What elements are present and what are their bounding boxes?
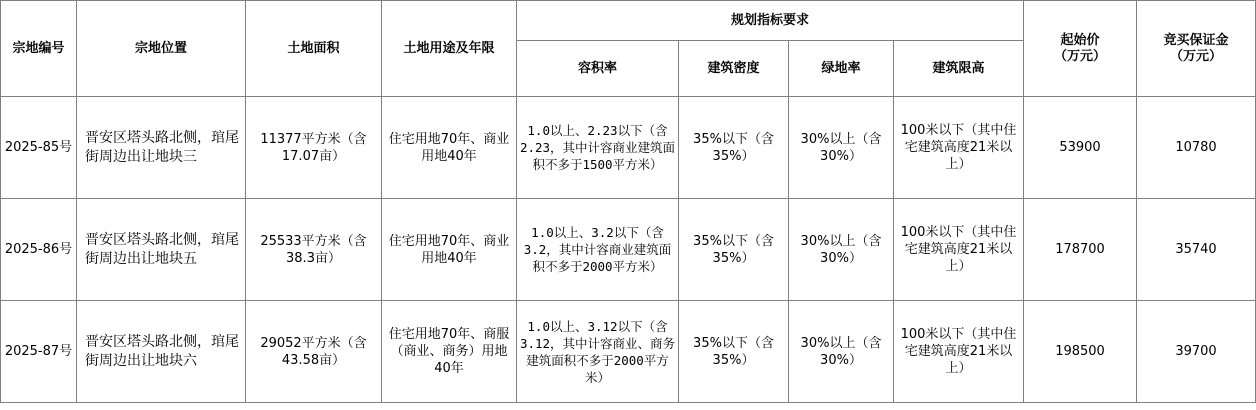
cell-deposit: 39700 [1137, 301, 1256, 403]
cell-area: 25533平方米（含38.3亩） [246, 199, 382, 301]
table-header [1, 1, 1256, 97]
header-height: 建筑限高 [894, 41, 1024, 97]
cell-far: 1.0以上、3.12以下（含3.12，其中计容商业、商务建筑面积不多于2000平方米） [517, 301, 679, 403]
header-start-price: 起始价 （万元） [1024, 1, 1137, 97]
cell-parcel-no: 2025-87号 [1, 301, 77, 403]
header-planning: 规划指标要求 [517, 1, 1024, 41]
cell-density: 35%以下（含35%） [679, 199, 789, 301]
cell-parcel-no: 2025-85号 [1, 97, 77, 199]
cell-green: 30%以上（含30%） [789, 199, 894, 301]
table-body [1, 97, 1256, 403]
cell-density: 35%以下（含35%） [679, 301, 789, 403]
table-row [1, 199, 1256, 301]
header-deposit: 竞买保证金 （万元） [1137, 1, 1256, 97]
header-use-term: 土地用途及年限 [382, 1, 517, 97]
cell-use-term: 住宅用地70年、商服（商业、商务）用地40年 [382, 301, 517, 403]
cell-far: 1.0以上、2.23以下（含2.23，其中计容商业建筑面积不多于1500平方米） [517, 97, 679, 199]
cell-area: 29052平方米（含43.58亩） [246, 301, 382, 403]
cell-density: 35%以下（含35%） [679, 97, 789, 199]
cell-deposit: 10780 [1137, 97, 1256, 199]
cell-height: 100米以下（其中住宅建筑高度21米以上） [894, 199, 1024, 301]
cell-height: 100米以下（其中住宅建筑高度21米以上） [894, 301, 1024, 403]
cell-start-price: 198500 [1024, 301, 1137, 403]
table-row [1, 97, 1256, 199]
header-location: 宗地位置 [77, 1, 246, 97]
cell-green: 30%以上（含30%） [789, 97, 894, 199]
header-density: 建筑密度 [679, 41, 789, 97]
cell-location: 晋安区塔头路北侧，琯尾街周边出让地块六 [77, 301, 246, 403]
cell-start-price: 53900 [1024, 97, 1137, 199]
cell-far: 1.0以上、3.2以下（含3.2，其中计容商业建筑面积不多于2000平方米） [517, 199, 679, 301]
cell-area: 11377平方米（含17.07亩） [246, 97, 382, 199]
header-parcel-no: 宗地编号 [1, 1, 77, 97]
cell-location: 晋安区塔头路北侧，琯尾街周边出让地块三 [77, 97, 246, 199]
cell-start-price: 178700 [1024, 199, 1137, 301]
cell-deposit: 35740 [1137, 199, 1256, 301]
cell-use-term: 住宅用地70年、商业用地40年 [382, 97, 517, 199]
header-green: 绿地率 [789, 41, 894, 97]
cell-location: 晋安区塔头路北侧，琯尾街周边出让地块五 [77, 199, 246, 301]
header-area: 土地面积 [246, 1, 382, 97]
cell-height: 100米以下（其中住宅建筑高度21米以上） [894, 97, 1024, 199]
cell-use-term: 住宅用地70年、商业用地40年 [382, 199, 517, 301]
header-far: 容积率 [517, 41, 679, 97]
table-row [1, 301, 1256, 403]
cell-parcel-no: 2025-86号 [1, 199, 77, 301]
cell-green: 30%以上（含30%） [789, 301, 894, 403]
